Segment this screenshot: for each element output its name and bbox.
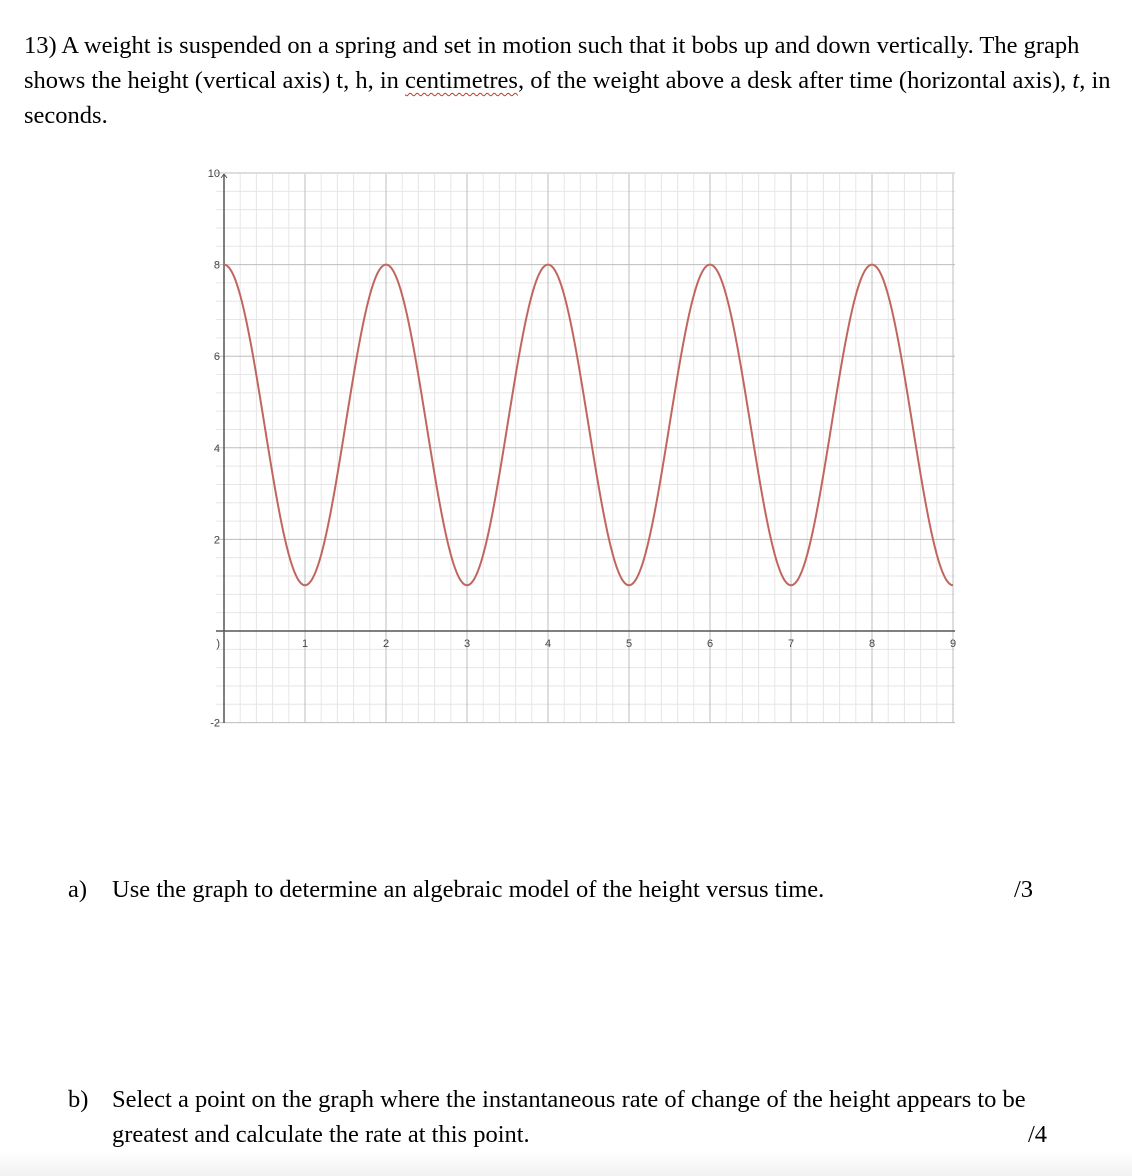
- variable-t: t: [1072, 67, 1080, 94]
- y-tick-label: 4: [213, 442, 220, 455]
- y-tick-label: 8: [213, 259, 220, 272]
- part-b-letter: b): [68, 1086, 89, 1113]
- part-a-letter: a): [68, 876, 88, 903]
- x-tick-label: 7: [787, 638, 795, 650]
- x-tick-label: 4: [544, 638, 552, 650]
- x-tick-label: 2: [382, 638, 390, 650]
- y-tick-label: 2: [213, 534, 220, 547]
- page-bottom-shade: [0, 1152, 1132, 1176]
- part-b-marks: /4: [1028, 1121, 1048, 1148]
- x-tick-label: 9: [949, 638, 957, 650]
- data-series: [224, 265, 953, 586]
- part-a-text: Use the graph to determine an algebraic model of the height versus time.: [112, 876, 825, 903]
- origin-label: ): [216, 638, 220, 650]
- y-tick-label: 10: [207, 168, 220, 180]
- question-suffix: , in seconds.: [24, 67, 1111, 129]
- major-gridlines: [213, 173, 955, 723]
- spellcheck-word: centimetres: [405, 67, 518, 94]
- series-line-height: [224, 265, 953, 586]
- x-tick-label: 5: [625, 638, 633, 650]
- tick-labels: [208, 168, 956, 730]
- x-tick-label: 8: [868, 638, 876, 650]
- x-tick-label: 3: [463, 638, 471, 650]
- y-tick-label: 6: [213, 351, 220, 364]
- axes: [213, 174, 955, 723]
- part-a-marks: /3: [1014, 876, 1034, 903]
- part-b-line-1: Select a point on the graph where the instantaneous rate of change of the height appears to be: [112, 1086, 1026, 1113]
- x-tick-label: 6: [706, 638, 714, 650]
- part-b-line-2: greatest and calculate the rate at this point.: [112, 1121, 530, 1148]
- minor-gridlines: [213, 174, 955, 723]
- part-a: [68, 872, 1068, 907]
- part-b: [68, 1082, 1118, 1152]
- question-prefix: 13) A weight is suspended on a spring and set in motion such that it bobs up and down vertically. The graph shows the height (vertical axis) t, h, in: [24, 32, 1080, 94]
- y-tick-label: -2: [210, 717, 220, 730]
- x-tick-label: 1: [301, 638, 309, 650]
- question-middle: , of the weight above a desk after time (horizontal axis),: [517, 67, 1073, 94]
